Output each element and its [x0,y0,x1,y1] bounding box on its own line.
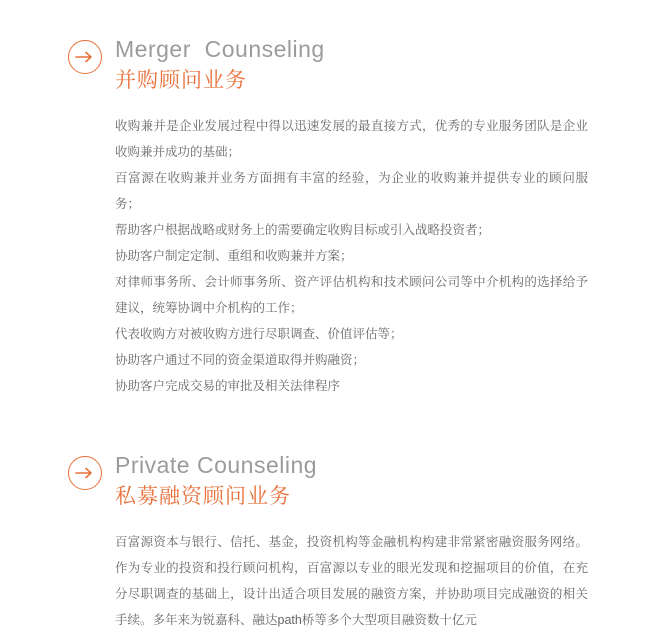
body-paragraph: 协助客户制定定制、重组和收购兼并方案； [115,249,353,263]
body-paragraph: 百富源在收购兼并业务方面拥有丰富的经验，为企业的收购兼并提供专业的顾问服务； [115,171,588,211]
body-paragraph: 帮助客户根据战略或财务上的需要确定收购目标或引入战略投资者； [115,223,491,237]
body-paragraph: 协助客户完成交易的审批及相关法律程序 [115,379,341,393]
section-body [115,113,588,399]
section-title-cn: 并购顾问业务 [115,69,247,92]
body-paragraph: 对律师事务所、会计师事务所、资产评估机构和技术顾问公司等中介机构的选择给予建议，统筹协调中介机构的工作； [115,275,588,315]
body-paragraph: 百富源资本与银行、信托、基金，投资机构等金融机构构建非常紧密融资服务网络。作为专业的投资和投行顾问机构，百富源以专业的眼光发现和挖掘项目的价值，在充分尽职调查的基础上，设计出适合项目发展的融资方案，并协助项目完成融资的相关手续。多年来为锐嘉科、融达path桥等多个大型项目融资数十亿元 [115,535,588,627]
body-paragraph: 收购兼并是企业发展过程中得以迅速发展的最直接方式，优秀的专业服务团队是企业收购兼并成功的基础； [115,119,588,159]
body-paragraph: 代表收购方对被收购方进行尽职调查、价值评估等； [115,327,403,341]
section-title-en: Merger Counseling [115,36,325,62]
section-title-en: Private Counseling [115,452,318,478]
arrow-right-circle-icon [68,456,102,490]
section-private-counseling [0,399,667,633]
arrow-right-circle-icon [68,40,102,74]
section-body [115,529,588,633]
body-paragraph: 协助客户通过不同的资金渠道取得并购融资； [115,353,366,367]
section-title-cn: 私募融资顾问业务 [115,485,291,508]
